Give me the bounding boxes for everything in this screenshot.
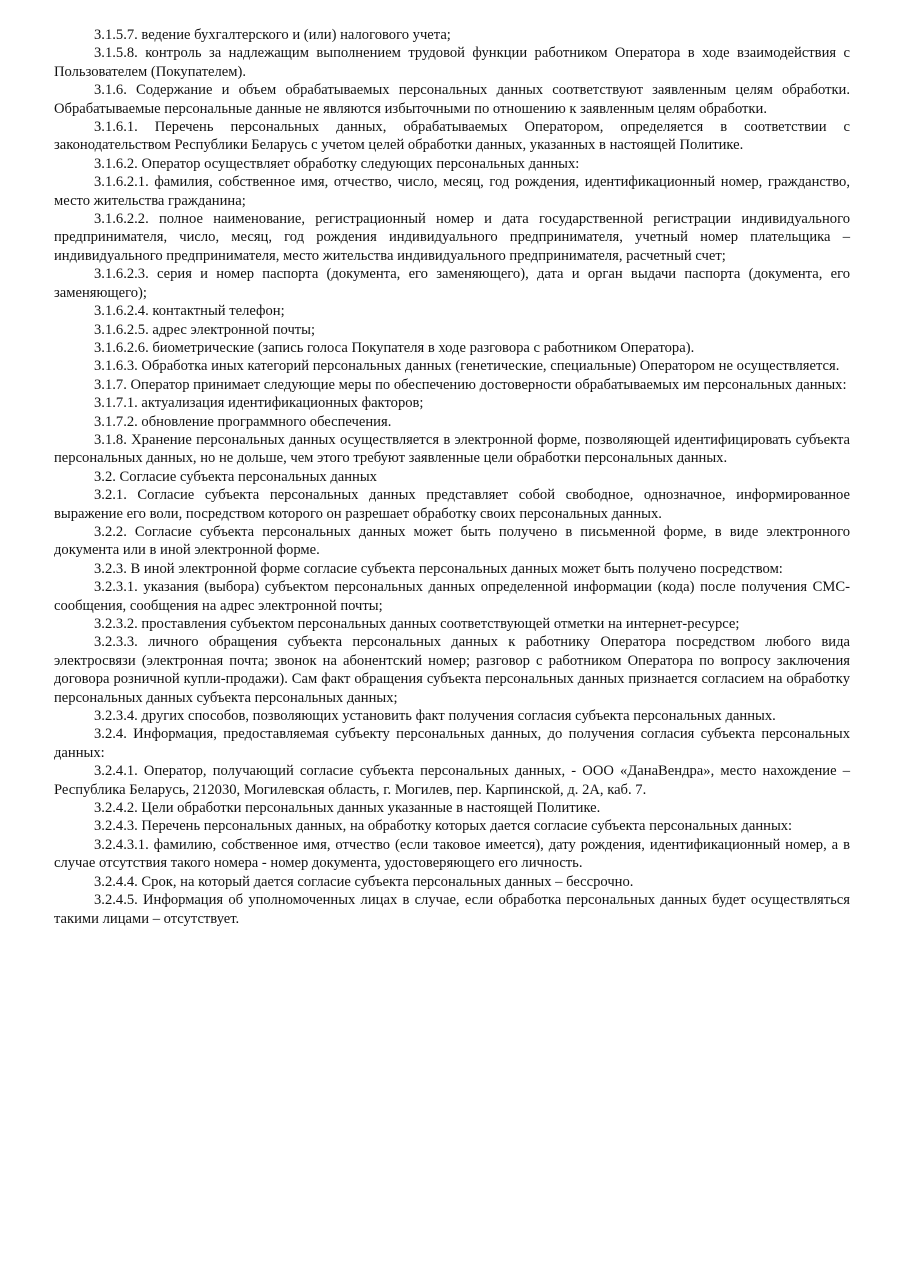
paragraph: 3.1.6.2. Оператор осуществляет обработку следующих персональных данных: <box>94 155 580 172</box>
paragraph: 3.1.6.2.1. фамилия, собственное имя, отчество, число, месяц, год рождения, идентификационный номер, гражданство, место жительства гражданина; <box>54 174 850 209</box>
paragraph: 3.1.6.1. Перечень персональных данных, обрабатываемых Оператором, определяется в соответствии с законодательством Республики Беларусь с учетом целей обработки данных, указанных в настоящей Политике. <box>54 119 850 154</box>
paragraph: 3.1.8. Хранение персональных данных осуществляется в электронной форме, позволяющей идентифицировать субъекта персональных данных, но не дольше, чем этого требуют заявленные цели обработки персональных данных. <box>54 431 850 467</box>
paragraph: 3.1.6.2.3. серия и номер паспорта (документа, его заменяющего), дата и орган выдачи паспорта (документа, его заменяющего); <box>54 266 850 301</box>
paragraph: 3.2.3.1. указания (выбора) субъектом персональных данных определенной информации (кода) после получения СМС-сообщения, сообщения на адрес электронной почты; <box>54 579 850 614</box>
paragraph: 3.1.5.8. контроль за надлежащим выполнением трудовой функции работником Оператора в ходе взаимодействия с Пользователем (Покупателем). <box>54 45 850 80</box>
paragraph: 3.2.4.3.1. фамилию, собственное имя, отчество (если таковое имеется), дату рождения, идентификационный номер, а в случае отсутствия такого номера - номер документа, удостоверяющего его личность. <box>54 836 850 872</box>
paragraph: 3.2.1. Согласие субъекта персональных данных представляет собой свободное, однозначное, информированное выражение его воли, посредством которого он разрешает обработку своих персональных данных. <box>54 487 850 522</box>
paragraph: 3.2.3.4. других способов, позволяющих установить факт получения согласия субъекта персональных данных. <box>94 708 776 725</box>
paragraph: 3.2.3.3. личного обращения субъекта персональных данных к работнику Оператора посредством любого вида электросвязи (электронная почта; звонок на абонентский номер; разговор с работником Оператора по вопросу заключения договора розничной купли-продажи). Сам факт обращения субъекта персональных данных признается согласием на обработку персональных данных субъекта персональных данных; <box>54 634 850 706</box>
paragraph: 3.2.3. В иной электронной форме согласие субъекта персональных данных может быть получено посредством: <box>94 560 783 577</box>
paragraph: 3.2.2. Согласие субъекта персональных данных может быть получено в письменной форме, в виде электронного документа или в иной электронной форме. <box>54 523 850 559</box>
paragraph: 3.2.3.2. проставления субъектом персональных данных соответствующей отметки на интернет-ресурсе; <box>94 616 740 632</box>
paragraph: 3.2.4.2. Цели обработки персональных данных указанные в настоящей Политике. <box>94 800 601 817</box>
paragraph: 3.1.6.3. Обработка иных категорий персональных данных (генетические, специальные) Оператором не осуществляется. <box>94 358 840 375</box>
paragraph: 3.1.6.2.5. адрес электронной почты; <box>94 321 316 338</box>
paragraph: 3.1.5.7. ведение бухгалтерского и (или) налогового учета; <box>94 27 451 43</box>
paragraph: 3.2. Согласие субъекта персональных данных <box>94 468 377 485</box>
paragraph: 3.1.6.2.4. контактный телефон; <box>94 303 285 320</box>
paragraph: 3.2.4.4. Срок, на который дается согласие субъекта персональных данных – бессрочно. <box>94 873 634 890</box>
paragraph: 3.1.6.2.6. биометрические (запись голоса Покупателя в ходе разговора с работником Оператора). <box>94 339 695 356</box>
paragraph: 3.1.7.1. актуализация идентификационных факторов; <box>94 395 424 412</box>
document-body <box>54 26 850 928</box>
paragraph: 3.2.4.3. Перечень персональных данных, на обработку которых дается согласие субъекта персональных данных: <box>94 818 793 835</box>
paragraph: 3.2.4.1. Оператор, получающий согласие субъекта персональных данных, - ООО «ДанаВендра», место нахождение – Республика Беларусь, 212030, Могилевская область, г. Могилев, пер. Карпинской, д. 2А, каб. 7. <box>54 763 850 798</box>
paragraph: 3.1.6. Содержание и объем обрабатываемых персональных данных соответствуют заявленным целям обработки. Обрабатываемые персональные данные не являются избыточными по отношению к заявленным целям обработки. <box>54 82 850 117</box>
paragraph: 3.1.7.2. обновление программного обеспечения. <box>94 413 392 430</box>
paragraph: 3.2.4. Информация, предоставляемая субъекту персональных данных, до получения согласия субъекта персональных данных: <box>54 726 850 761</box>
paragraph: 3.2.4.5. Информация об уполномоченных лицах в случае, если обработка персональных данных будет осуществляться такими лицами – отсутствует. <box>54 892 850 927</box>
paragraph: 3.1.6.2.2. полное наименование, регистрационный номер и дата государственной регистрации индивидуального предпринимателя, число, месяц, год рождения индивидуального предпринимателя, учетный номер плательщика – индивидуального предпринимателя, место жительства индивидуального предпринимателя, расчетный счет; <box>54 211 850 264</box>
paragraph: 3.1.7. Оператор принимает следующие меры по обеспечению достоверности обрабатываемых им персональных данных: <box>94 376 847 393</box>
